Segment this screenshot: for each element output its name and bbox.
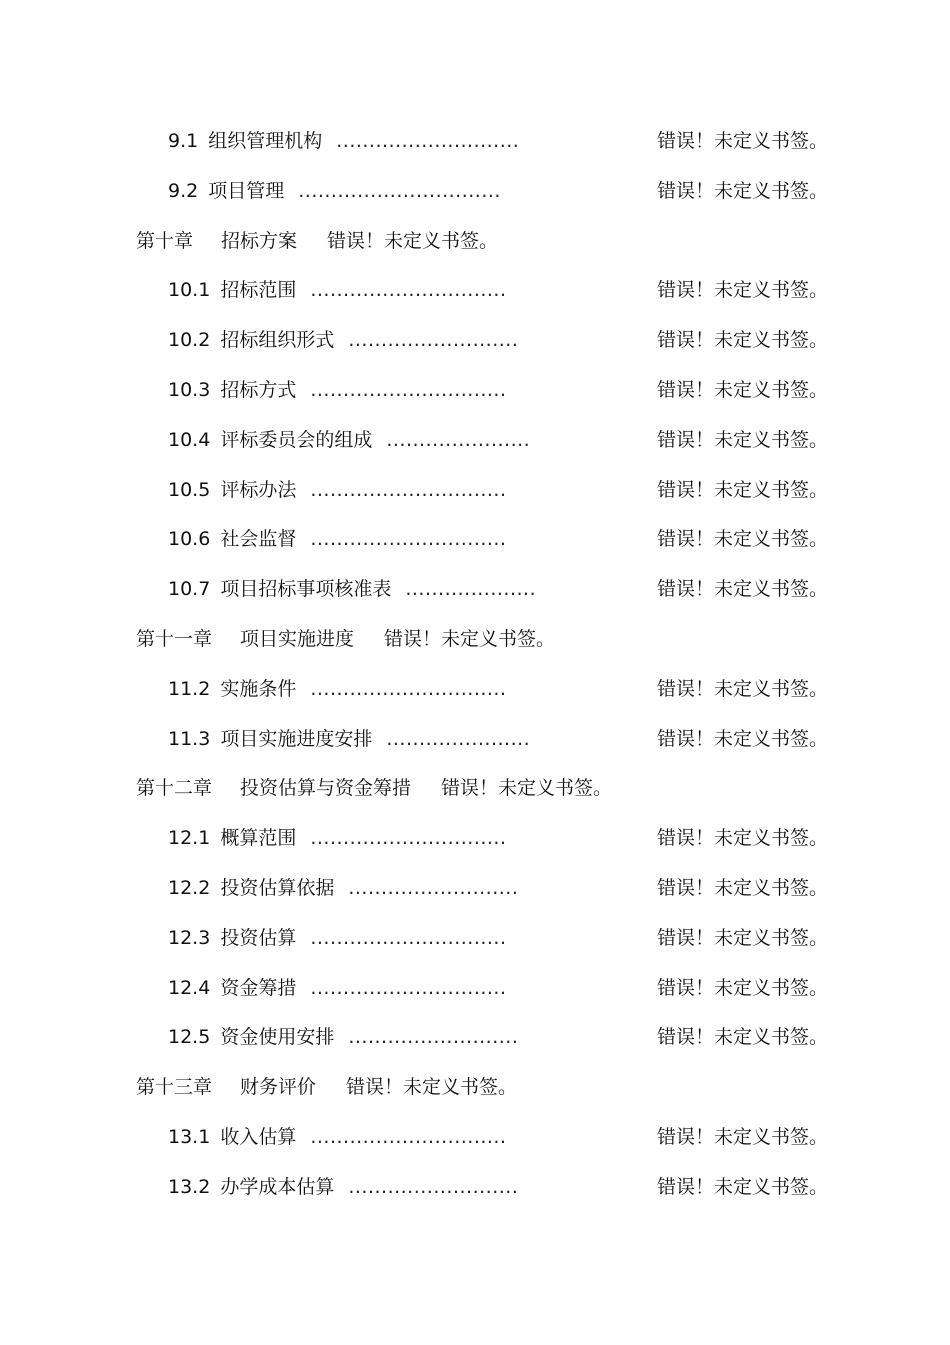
page-reference: 错误！未定义书签。 (657, 130, 829, 152)
page-reference: 错误！未定义书签。 (657, 379, 829, 401)
section-title: 资金筹措 (220, 976, 297, 999)
toc-section-entry[interactable] (0, 923, 950, 953)
section-title: 概算范围 (220, 827, 297, 850)
dot-leader: .............................. (310, 478, 507, 501)
section-number: 12.5 (168, 1026, 211, 1049)
section-number: 10.6 (168, 528, 211, 551)
page-reference: 错误！未定义书签。 (657, 926, 829, 949)
page-reference: 错误！未定义书签。 (657, 279, 829, 302)
toc-chapter-entry[interactable] (0, 624, 950, 654)
page-reference: 错误！未定义书签。 (657, 478, 829, 501)
section-title: 收入估算 (220, 1126, 297, 1148)
chapter-number: 第十三章 (136, 1076, 213, 1099)
dot-leader: .............................. (310, 1126, 507, 1148)
chapter-title: 招标方案 (221, 229, 298, 252)
section-number: 12.1 (168, 827, 211, 850)
chapter-title: 财务评价 (240, 1076, 317, 1099)
toc-section-entry[interactable] (0, 873, 950, 903)
dot-leader: .............................. (310, 279, 507, 302)
section-title: 项目实施进度安排 (220, 727, 373, 750)
section-title: 招标方式 (220, 379, 297, 401)
dot-leader: .......................... (348, 1175, 519, 1198)
section-title: 投资估算依据 (220, 877, 335, 899)
chapter-title: 项目实施进度 (240, 628, 355, 650)
toc-section-entry[interactable] (0, 674, 950, 704)
section-number: 10.3 (168, 379, 211, 401)
dot-leader: .......................... (348, 329, 519, 352)
section-title: 资金使用安排 (220, 1026, 335, 1049)
dot-leader: ...................... (386, 428, 531, 451)
toc-section-entry[interactable] (0, 325, 950, 355)
page-reference: 错误！未定义书签。 (657, 827, 829, 850)
toc-section-entry[interactable] (0, 823, 950, 853)
toc-section-entry[interactable] (0, 475, 950, 505)
page-reference: 错误！未定义书签。 (657, 1026, 829, 1049)
toc-section-entry[interactable] (0, 275, 950, 305)
toc-section-entry[interactable] (0, 176, 950, 206)
toc-section-entry[interactable] (0, 973, 950, 1003)
section-title: 项目招标事项核准表 (220, 578, 392, 601)
section-number: 10.1 (168, 279, 211, 302)
dot-leader: ............................... (298, 179, 501, 202)
page-reference: 错误！未定义书签。 (657, 179, 829, 202)
page-reference: 错误！未定义书签。 (657, 578, 829, 601)
page-reference: 错误！未定义书签。 (657, 1126, 829, 1148)
chapter-title: 投资估算与资金筹措 (240, 777, 412, 800)
section-title: 社会监督 (220, 528, 297, 551)
section-title: 项目管理 (208, 179, 285, 202)
toc-chapter-entry[interactable] (0, 226, 950, 256)
chapter-number: 第十一章 (136, 628, 213, 650)
toc-chapter-entry[interactable] (0, 773, 950, 803)
section-title: 组织管理机构 (208, 130, 323, 152)
page-reference: 错误！未定义书签。 (657, 877, 829, 899)
page-reference: 错误！未定义书签。 (441, 777, 613, 800)
dot-leader: .......................... (348, 1026, 519, 1049)
chapter-number: 第十章 (136, 229, 194, 252)
section-title: 评标办法 (220, 478, 297, 501)
toc-section-entry[interactable] (0, 724, 950, 754)
dot-leader: .............................. (310, 677, 507, 700)
toc-section-entry[interactable] (0, 1172, 950, 1202)
page-reference: 错误！未定义书签。 (327, 229, 499, 252)
page-reference: 错误！未定义书签。 (657, 1175, 829, 1198)
section-number: 12.3 (168, 926, 211, 949)
toc-section-entry[interactable] (0, 1122, 950, 1152)
section-number: 12.2 (168, 877, 211, 899)
toc-section-entry[interactable] (0, 425, 950, 455)
chapter-number: 第十二章 (136, 777, 213, 800)
section-number: 10.4 (168, 428, 211, 451)
page-reference: 错误！未定义书签。 (657, 677, 829, 700)
toc-section-entry[interactable] (0, 1022, 950, 1052)
page-reference: 错误！未定义书签。 (657, 428, 829, 451)
dot-leader: .................... (405, 578, 537, 601)
dot-leader: .......................... (348, 877, 519, 899)
page-reference: 错误！未定义书签。 (346, 1076, 518, 1099)
section-number: 13.1 (168, 1126, 211, 1148)
toc-section-entry[interactable] (0, 375, 950, 405)
section-title: 招标组织形式 (220, 329, 335, 352)
section-number: 10.7 (168, 578, 211, 601)
dot-leader: .............................. (310, 379, 507, 401)
section-number: 10.2 (168, 329, 211, 352)
dot-leader: .............................. (310, 827, 507, 850)
section-title: 招标范围 (220, 279, 297, 302)
section-number: 9.1 (168, 130, 199, 152)
section-number: 9.2 (168, 179, 199, 202)
dot-leader: .............................. (310, 926, 507, 949)
section-number: 12.4 (168, 976, 211, 999)
toc-section-entry[interactable] (0, 574, 950, 604)
page-reference: 错误！未定义书签。 (384, 628, 556, 650)
section-number: 11.3 (168, 727, 211, 750)
section-number: 10.5 (168, 478, 211, 501)
dot-leader: ............................ (336, 130, 520, 152)
section-title: 投资估算 (220, 926, 297, 949)
page-reference: 错误！未定义书签。 (657, 727, 829, 750)
dot-leader: .............................. (310, 528, 507, 551)
dot-leader: .............................. (310, 976, 507, 999)
section-number: 11.2 (168, 677, 211, 700)
toc-chapter-entry[interactable] (0, 1072, 950, 1102)
section-title: 办学成本估算 (220, 1175, 335, 1198)
toc-section-entry[interactable] (0, 524, 950, 554)
section-title: 评标委员会的组成 (220, 428, 373, 451)
section-title: 实施条件 (220, 677, 297, 700)
toc-section-entry[interactable] (0, 126, 950, 156)
page-reference: 错误！未定义书签。 (657, 528, 829, 551)
dot-leader: ...................... (386, 727, 531, 750)
page-reference: 错误！未定义书签。 (657, 976, 829, 999)
page-reference: 错误！未定义书签。 (657, 329, 829, 352)
section-number: 13.2 (168, 1175, 211, 1198)
